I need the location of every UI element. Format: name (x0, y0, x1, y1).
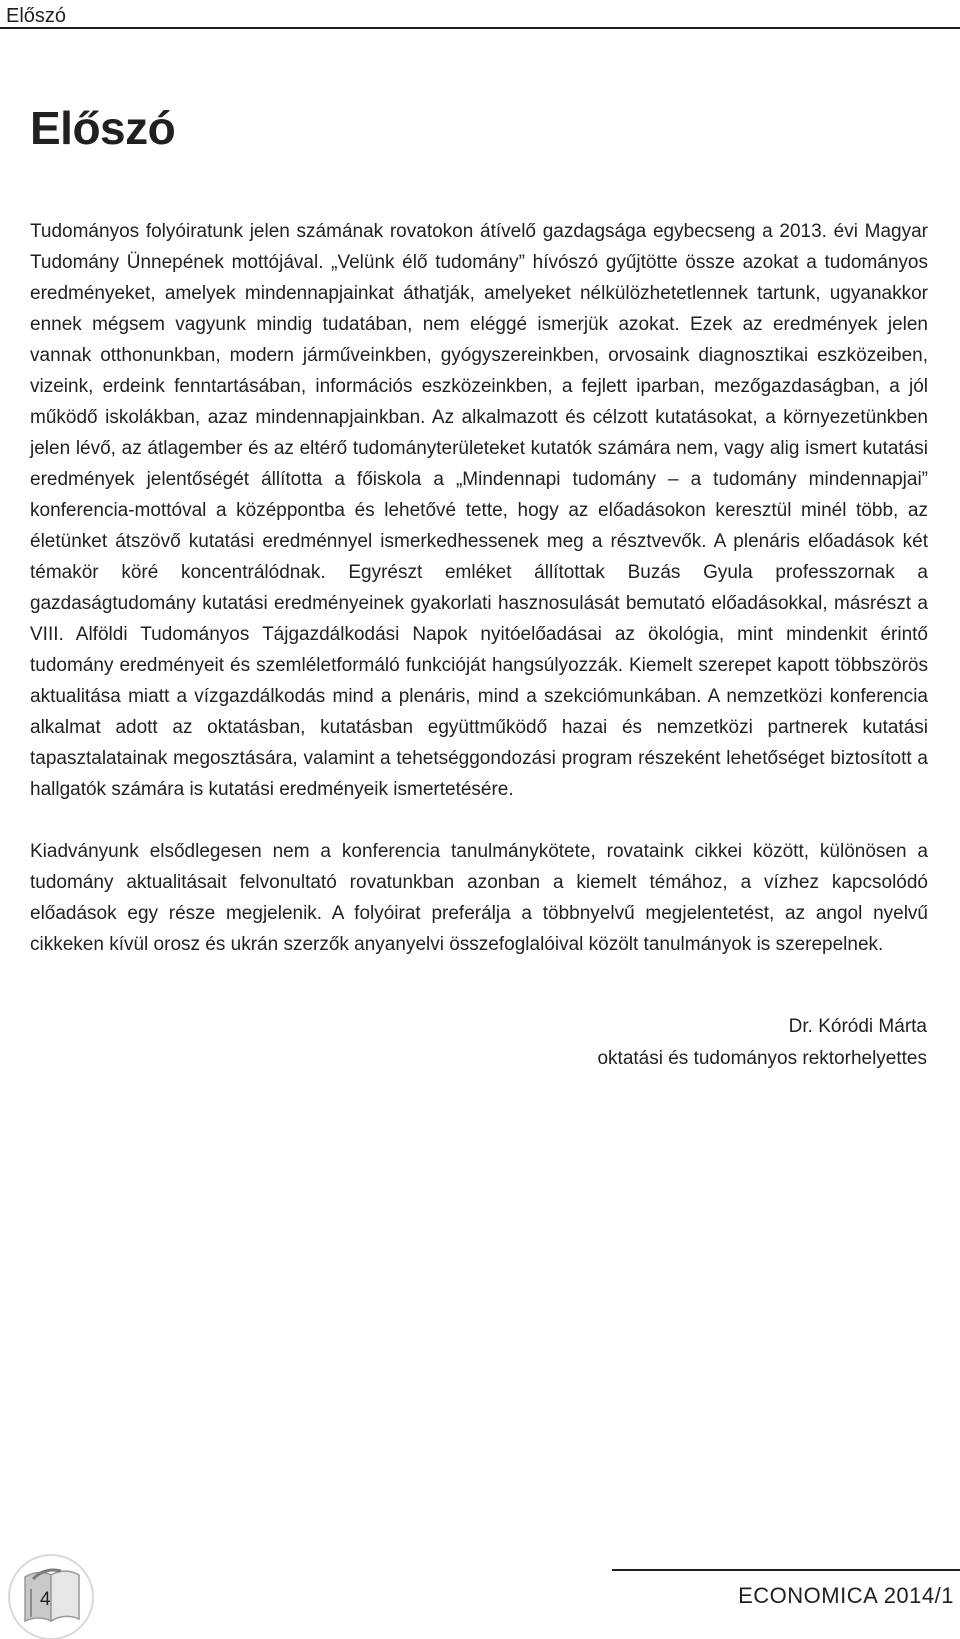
body-text (30, 216, 928, 960)
page-title: Előszó (30, 102, 176, 154)
header-rule (0, 27, 960, 29)
paragraph-2: Kiadványunk elsődlegesen nem a konferencia tanulmánykötete, rovataink cikkei között, különösen a tudomány aktualitásait felvonultató rovatunkban azonban a kiemelt témához, a vízhez kapcsolódó előadások egy része megjelenik. A folyóirat preferálja a többnyelvű megjelentetést, az angol nyelvű cikkeken kívül orosz és ukrán szerzők anyanyelvi összefoglalóival közölt tanulmányok is szerepelnek. (30, 841, 928, 955)
running-header: Előszó (6, 5, 67, 27)
book-logo-icon (3, 1549, 99, 1639)
paragraph-1: Tudományos folyóiratunk jelen számának rovatokon átívelő gazdagsága egybecseng a 2013. évi Magyar Tudomány Ünnepének mottójával. „Velünk élő tudomány” hívószó gyűjtötte össze azokat a tudományos eredményeket, amelyek mindennapjainkat áthatják, amelyeket nélkülözhetetlennek tartunk, ugyanakkor ennek mégsem vagyunk mindig tudatában, nem eléggé ismerjük azokat. Ezek az eredmények jelen vannak otthonunkban, modern járműveinkben, gyógyszereinkben, orvosaink diagnosztikai eszközeiben, vizeink, erdeink fenntartásában, információs eszközeinkben, a fejlett iparban, mezőgazdaságban, a jól működő iskolákban, azaz mindennapjainkban. Az alkalmazott és célzott kutatásokat, a környezetünkben jelen lévő, az átlagember és az eltérő tudományterületeket kutatók számára nem, vagy alig ismert kutatási eredmények jelentőségét állította a főiskola a „Mindennapi tudomány – a tudomány mindennapjai” konferencia-mottóval a középpontba és lehetővé tette, hogy az előadásokon keresztül minél több, az életünket átszövő kutatási eredménnyel ismerkedhessenek meg a résztvevők. A plenáris előadások két témakör köré koncentrálódnak. Egyrészt emléket állítottak Buzás Gyula professzornak a gazdaságtudomány kutatási eredményeinek gyakorlati hasznosulását bemutató előadásokkal, másrészt a VIII. Alföldi Tudományos Tájgazdálkodási Napok nyitóelőadásai az ökológia, mint mindenkit érintő tudomány eredményeit és szemléletformáló funkcióját hangsúlyozzák. Kiemelt szerepet kapott többszörös aktualitása miatt a vízgazdálkodás mind a plenáris, mind a szekciómunkában. A nemzetközi konferencia alkalmat adott az oktatásban, kutatásban együttműködő hazai és nemzetközi partnerek kutatási tapasztalatainak megosztására, valamint a tehetséggondozási program részeként lehetőséget biztosított a hallgatók számára is kutatási eredményeik ismertetésére. (30, 221, 928, 800)
page-number: 4 (40, 1589, 51, 1610)
footer-rule (612, 1569, 960, 1571)
journal-name: ECONOMICA 2014/1 (738, 1583, 954, 1608)
signature-name: Dr. Kóródi Márta (788, 1016, 927, 1037)
signature-block (597, 1011, 927, 1075)
signature-role: oktatási és tudományos rektorhelyettes (597, 1048, 927, 1069)
